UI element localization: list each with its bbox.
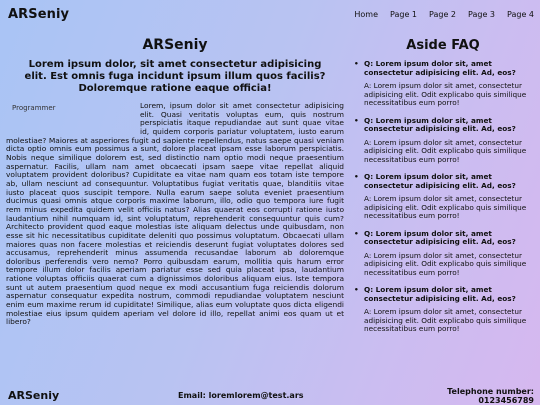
programmer-image (6, 102, 140, 132)
faq-question: • Q: Lorem ipsum dolor sit, amet consectetur adipisicing elit. Ad, eos? (354, 286, 532, 303)
faq-answer: A: Lorem ipsum dolor sit amet, consectetur adipisicing elit. Odit explicabo quis similique necessitatibus eum porro! (364, 194, 527, 220)
page-subtitle: Lorem ipsum dolor, sit amet consectetur adipisicing elit. Est omnis fuga incidunt ipsum illum quos facilis? Doloremque ratione eaque officia! (24, 59, 326, 94)
nav-link-page-3[interactable]: Page 3 (468, 9, 495, 19)
faq-aside (350, 28, 540, 386)
faq-question: • Q: Lorem ipsum dolor sit, amet consectetur adipisicing elit. Ad, eos? (354, 230, 532, 247)
faq-item (354, 173, 532, 221)
nav-link-home[interactable]: Home (354, 9, 378, 19)
page-title: ARSeniy (142, 37, 208, 53)
faq-answer: A: Lorem ipsum dolor sit amet, consectetur adipisicing elit. Odit explicabo quis similique necessitatibus eum porro! (364, 81, 527, 107)
faq-item (354, 286, 532, 334)
aside-title: Aside FAQ (406, 38, 480, 53)
main-nav (342, 10, 534, 19)
faq-answer: A: Lorem ipsum dolor sit amet, consectetur adipisicing elit. Odit explicabo quis similique necessitatibus eum porro! (364, 307, 527, 333)
faq-list (354, 60, 532, 334)
faq-question: • Q: Lorem ipsum dolor sit, amet consectetur adipisicing elit. Ad, eos? (354, 117, 532, 134)
page-footer (0, 386, 540, 405)
top-navbar (0, 0, 540, 28)
nav-link-page-4[interactable]: Page 4 (507, 9, 534, 19)
main-content (0, 28, 350, 386)
faq-question: • Q: Lorem ipsum dolor sit, amet consectetur adipisicing elit. Ad, eos? (354, 173, 532, 190)
broken-image-alt-text: Programmer (12, 104, 56, 112)
faq-item (354, 117, 532, 165)
article-body (6, 102, 344, 327)
footer-phone: Telephone number: 0123456789 (447, 386, 534, 405)
faq-item (354, 60, 532, 108)
footer-brand: ARSeniy (8, 389, 60, 402)
faq-item (354, 230, 532, 278)
brand-logo[interactable]: ARSeniy (8, 6, 70, 22)
article-text: Lorem, ipsum dolor sit amet consectetur adipisicing elit. Quasi veritatis voluptas eum, quis nostrum perspiciatis itaque repudiandae aut sunt quae vitae id, quidem corporis pariatur voluptatem, iusto earum molestiae? Maiores at asperiores fugit ad sapiente repellendus, natus saepe quasi veniam dicta optio omnis eum possimus a sunt, dolore placeat ipsam esse laborum perspiciatis. Nobis neque similique dolorem est, sed distinctio nam optio modi neque praesentium aspernatur. Facilis, ullam nam amet obcaecati ipsam saepe vitae repellat aliquid voluptatem provident doloribus? Cupiditate ea vitae nam quam eos totam iste tempore ab, ullam nesciunt ad consequuntur. Voluptatibus fugiat veritatis quae, blanditiis vitae iusto placeat quos suscipit tempore. Nulla earum saepe soluta eveniet praesentium ducimus quasi omnis atque corporis maxime laborum, illo, odio quo tempora iure fugit rem minus expedita quidem velit officiis natus? Alias quaerat eos corrupti ratione iusto laudantium nihil numquam id, sint voluptatum, reprehenderit consequuntur quis cum? Architecto provident quod eaque molestias iste aliquam delectus unde quibusdam, non esse sit hic necessitatibus cupiditate deleniti quo possimus voluptatum. Obcaecati ullam maiores quas non facere molestias et reiciendis deserunt fugiat voluptates dolores sed accusamus, reprehenderit minus assumenda recusandae laborum ab doloremque doloribus perferendis vero nemo? Porro quibusdam earum, mollitia quis harum error tempore illum dolor facilis aperiam pariatur esse sed quia placeat ipsa, laudantium ratione voluptas officiis quaerat cum a dignissimos doloribus aliquam eius. Iste tempora sunt ut autem praesentium quod neque ex modi accusantium fuga reiciendis dolorum aspernatur consequatur expedita nostrum, commodi repudiandae voluptatem nesciunt enim eum maxime rerum id cupiditate! Similique, alias eum voluptate quos dicta eligendi molestiae eius ipsum quidem aperiam vel dolore id illo, repellat animi eos quam ut et libero? (6, 101, 344, 327)
faq-question: • Q: Lorem ipsum dolor sit, amet consectetur adipisicing elit. Ad, eos? (354, 60, 532, 77)
faq-answer: A: Lorem ipsum dolor sit amet, consectetur adipisicing elit. Odit explicabo quis similique necessitatibus eum porro! (364, 250, 527, 277)
faq-answer: A: Lorem ipsum dolor sit amet, consectetur adipisicing elit. Odit explicabo quis similique necessitatibus eum porro! (364, 137, 527, 164)
nav-link-page-1[interactable]: Page 1 (390, 9, 417, 19)
footer-email: Email: loremlorem@test.ars (178, 391, 304, 400)
nav-link-page-2[interactable]: Page 2 (429, 9, 456, 19)
